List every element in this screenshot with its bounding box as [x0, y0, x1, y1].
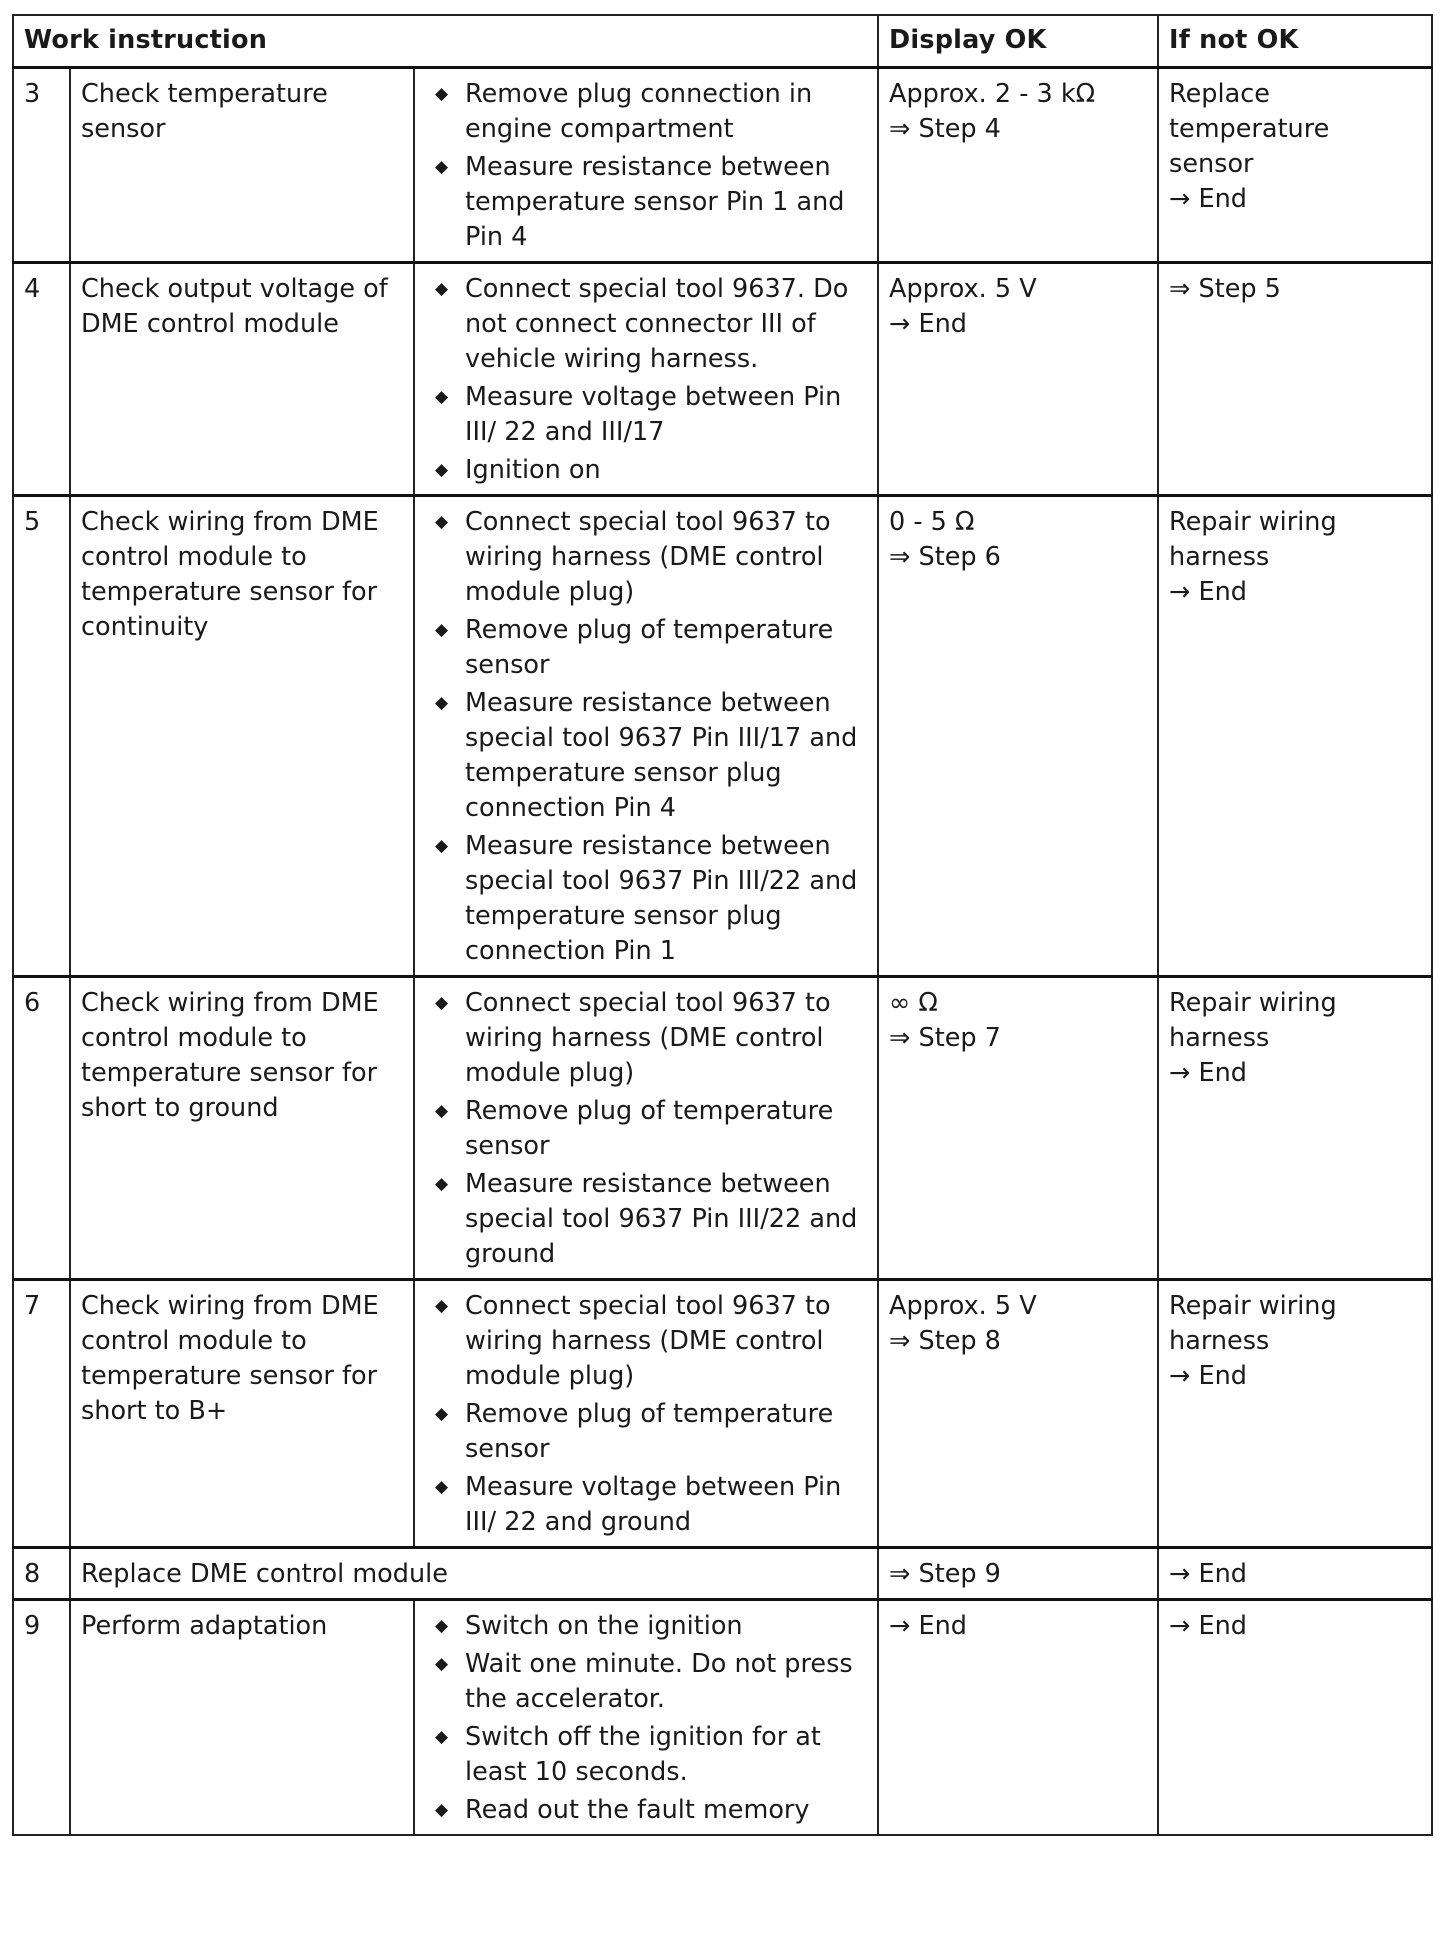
bullet-diamond-icon: ◆	[435, 157, 449, 177]
display-ok-cell	[878, 1548, 1158, 1600]
step-number: 8	[13, 1548, 70, 1600]
step-title: Perform adaptation	[70, 1600, 414, 1836]
action-text: Switch on the ignition	[465, 1611, 743, 1641]
table-body	[13, 68, 1432, 1836]
display-ok-text: ⇒ Step 6	[889, 542, 1001, 572]
action-item	[425, 829, 867, 969]
step-title: Check wiring from DME control module to temperature sensor for continuity	[70, 496, 414, 977]
table-row	[13, 1548, 1432, 1600]
step-title: Check wiring from DME control module to temperature sensor for short to ground	[70, 977, 414, 1280]
display-ok-cell	[878, 496, 1158, 977]
action-text: Measure voltage between Pin III/ 22 and III/17	[465, 382, 842, 447]
if-not-ok-text: → End	[1169, 1058, 1247, 1088]
step-number: 3	[13, 68, 70, 263]
if-not-ok-cell	[1158, 1548, 1432, 1600]
action-text: Remove plug of temperature sensor	[465, 615, 834, 680]
display-ok-text: ⇒ Step 7	[889, 1023, 1001, 1053]
action-item	[425, 686, 867, 826]
table-row	[13, 68, 1432, 263]
action-item	[425, 1094, 867, 1164]
if-not-ok-text: ⇒ Step 5	[1169, 274, 1281, 304]
action-list	[425, 986, 867, 1272]
display-ok-text: ⇒ Step 9	[889, 1559, 1001, 1589]
if-not-ok-text: Replace temperature sensor	[1169, 79, 1330, 179]
if-not-ok-cell	[1158, 1280, 1432, 1548]
step-number: 9	[13, 1600, 70, 1836]
step-number: 4	[13, 263, 70, 496]
display-ok-cell	[878, 1600, 1158, 1836]
step-number: 6	[13, 977, 70, 1280]
action-list	[425, 1289, 867, 1540]
action-text: Switch off the ignition for at least 10 seconds.	[465, 1722, 821, 1787]
if-not-ok-cell	[1158, 263, 1432, 496]
table-row	[13, 1280, 1432, 1548]
if-not-ok-text: → End	[1169, 577, 1247, 607]
bullet-diamond-icon: ◆	[435, 460, 449, 480]
display-ok-cell	[878, 1280, 1158, 1548]
header-if-not-ok: If not OK	[1158, 15, 1432, 68]
bullet-diamond-icon: ◆	[435, 620, 449, 640]
action-text: Measure resistance between special tool 9637 Pin III/22 and ground	[465, 1169, 858, 1269]
step-title: Check wiring from DME control module to temperature sensor for short to B+	[70, 1280, 414, 1548]
table-row	[13, 263, 1432, 496]
bullet-diamond-icon: ◆	[435, 512, 449, 532]
bullet-diamond-icon: ◆	[435, 1296, 449, 1316]
action-text: Measure resistance between temperature sensor Pin 1 and Pin 4	[465, 152, 845, 252]
action-text: Measure resistance between special tool 9637 Pin III/17 and temperature sensor plug connection Pin 4	[465, 688, 858, 823]
display-ok-text: Approx. 5 V	[889, 1291, 1037, 1321]
work-instruction-table	[12, 14, 1433, 1836]
action-item	[425, 1470, 867, 1540]
action-item	[425, 986, 867, 1091]
bullet-diamond-icon: ◆	[435, 387, 449, 407]
action-list	[425, 77, 867, 255]
step-title: Check output voltage of DME control module	[70, 263, 414, 496]
action-list	[425, 272, 867, 488]
action-text: Remove plug connection in engine compartment	[465, 79, 813, 144]
step-title: Replace DME control module	[70, 1548, 878, 1600]
header-display-ok: Display OK	[878, 15, 1158, 68]
step-actions	[414, 263, 878, 496]
action-item	[425, 613, 867, 683]
bullet-diamond-icon: ◆	[435, 279, 449, 299]
step-number: 7	[13, 1280, 70, 1548]
action-text: Connect special tool 9637 to wiring harness (DME control module plug)	[465, 988, 831, 1088]
action-text: Connect special tool 9637 to wiring harness (DME control module plug)	[465, 507, 831, 607]
action-item	[425, 150, 867, 255]
if-not-ok-text: → End	[1169, 1611, 1247, 1641]
if-not-ok-text: → End	[1169, 184, 1247, 214]
display-ok-cell	[878, 263, 1158, 496]
action-text: Wait one minute. Do not press the accelerator.	[465, 1649, 853, 1714]
action-item	[425, 272, 867, 377]
action-text: Remove plug of temperature sensor	[465, 1399, 834, 1464]
display-ok-text: Approx. 2 - 3 kΩ	[889, 79, 1096, 109]
bullet-diamond-icon: ◆	[435, 1101, 449, 1121]
step-actions	[414, 68, 878, 263]
step-actions	[414, 977, 878, 1280]
display-ok-text: 0 - 5 Ω	[889, 507, 975, 537]
step-title: Check temperature sensor	[70, 68, 414, 263]
if-not-ok-text: Repair wiring harness	[1169, 1291, 1337, 1356]
table-row	[13, 1600, 1432, 1836]
action-item	[425, 1793, 867, 1828]
action-item	[425, 1397, 867, 1467]
header-work-instruction: Work instruction	[13, 15, 878, 68]
display-ok-text: → End	[889, 309, 967, 339]
action-text: Connect special tool 9637 to wiring harness (DME control module plug)	[465, 1291, 831, 1391]
if-not-ok-text: Repair wiring harness	[1169, 507, 1337, 572]
display-ok-text: ⇒ Step 8	[889, 1326, 1001, 1356]
display-ok-text: → End	[889, 1611, 967, 1641]
header-row	[13, 15, 1432, 68]
bullet-diamond-icon: ◆	[435, 84, 449, 104]
display-ok-cell	[878, 977, 1158, 1280]
action-text: Read out the fault memory	[465, 1795, 810, 1825]
action-item	[425, 380, 867, 450]
action-text: Measure voltage between Pin III/ 22 and ground	[465, 1472, 842, 1537]
bullet-diamond-icon: ◆	[435, 693, 449, 713]
if-not-ok-cell	[1158, 977, 1432, 1280]
action-text: Measure resistance between special tool 9637 Pin III/22 and temperature sensor plug connection Pin 1	[465, 831, 858, 966]
action-item	[425, 1647, 867, 1717]
bullet-diamond-icon: ◆	[435, 1174, 449, 1194]
display-ok-text: ∞ Ω	[889, 988, 938, 1018]
step-actions	[414, 1280, 878, 1548]
display-ok-text: ⇒ Step 4	[889, 114, 1001, 144]
action-item	[425, 1609, 867, 1644]
step-actions	[414, 496, 878, 977]
bullet-diamond-icon: ◆	[435, 993, 449, 1013]
action-text: Ignition on	[465, 455, 601, 485]
display-ok-cell	[878, 68, 1158, 263]
action-item	[425, 1289, 867, 1394]
if-not-ok-text: → End	[1169, 1559, 1247, 1589]
display-ok-text: Approx. 5 V	[889, 274, 1037, 304]
action-item	[425, 505, 867, 610]
step-actions	[414, 1600, 878, 1836]
if-not-ok-cell	[1158, 1600, 1432, 1836]
bullet-diamond-icon: ◆	[435, 1800, 449, 1820]
action-item	[425, 1720, 867, 1790]
bullet-diamond-icon: ◆	[435, 1477, 449, 1497]
action-list	[425, 505, 867, 969]
if-not-ok-cell	[1158, 68, 1432, 263]
bullet-diamond-icon: ◆	[435, 1404, 449, 1424]
table-row	[13, 977, 1432, 1280]
action-text: Connect special tool 9637. Do not connect connector III of vehicle wiring harness.	[465, 274, 849, 374]
action-item	[425, 77, 867, 147]
bullet-diamond-icon: ◆	[435, 836, 449, 856]
step-number: 5	[13, 496, 70, 977]
if-not-ok-cell	[1158, 496, 1432, 977]
table-header	[13, 15, 1432, 68]
bullet-diamond-icon: ◆	[435, 1654, 449, 1674]
if-not-ok-text: → End	[1169, 1361, 1247, 1391]
action-item	[425, 453, 867, 488]
if-not-ok-text: Repair wiring harness	[1169, 988, 1337, 1053]
action-text: Remove plug of temperature sensor	[465, 1096, 834, 1161]
bullet-diamond-icon: ◆	[435, 1727, 449, 1747]
table-row	[13, 496, 1432, 977]
action-list	[425, 1609, 867, 1828]
bullet-diamond-icon: ◆	[435, 1616, 449, 1636]
action-item	[425, 1167, 867, 1272]
